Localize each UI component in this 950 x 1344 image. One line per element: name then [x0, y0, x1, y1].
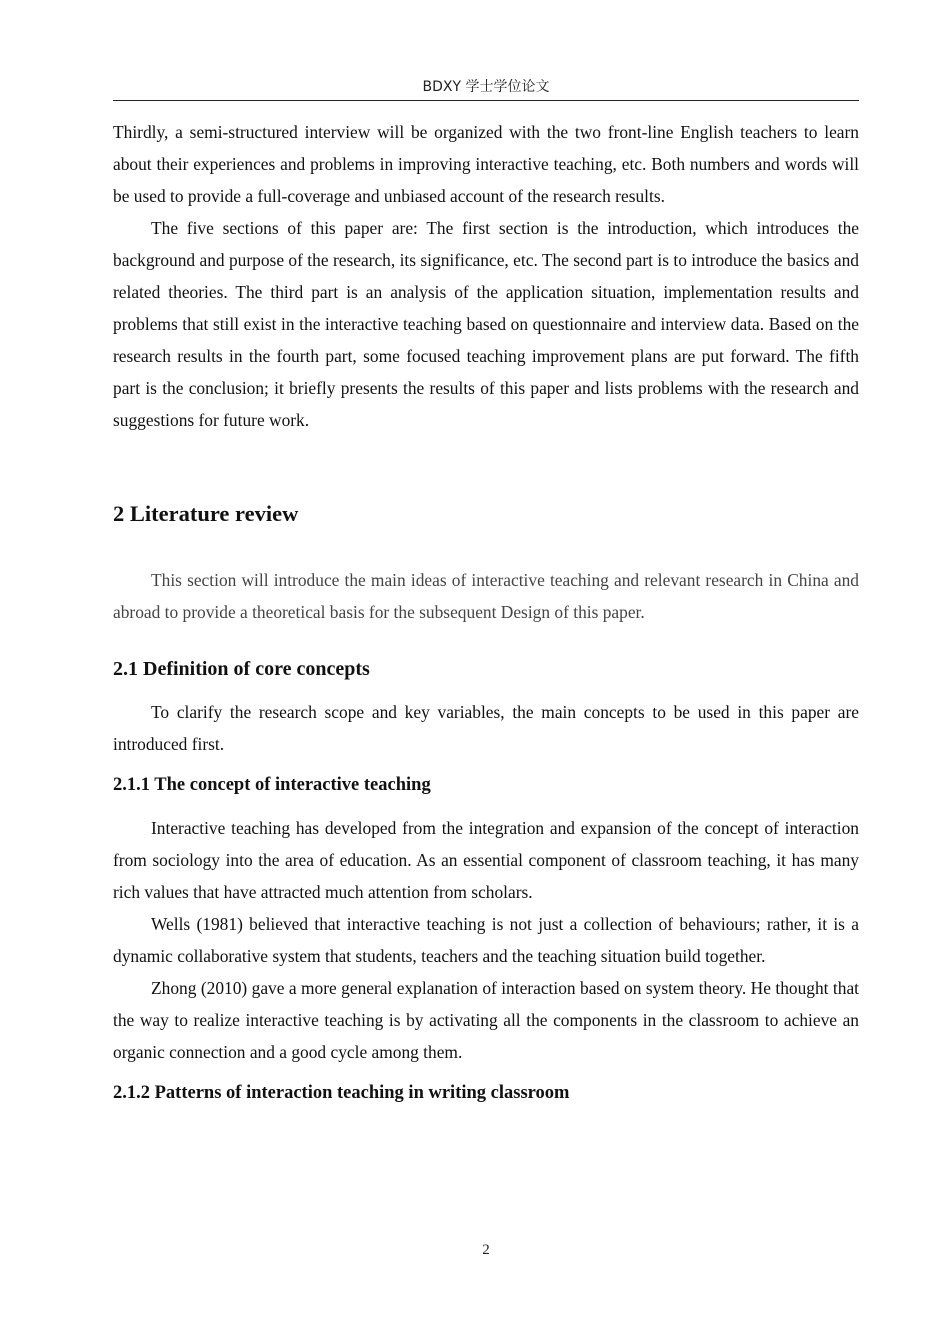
paragraph-structure: The five sections of this paper are: The first section is the introduction, which introduces the background and purpose of the research, its significance, etc. The second part is to introduce the basics and related theories. The third part is an analysis of the application situation, implementation results and problems that still exist in the interactive teaching based on questionnaire and interview data. Based on the research results in the fourth part, some focused teaching improvement plans are put forward. The fifth part is the conclusion; it briefly presents the results of this paper and lists problems with the research and suggestions for future work.: [113, 218, 859, 430]
subsection-heading: 2.1.1 The concept of interactive teaching: [113, 775, 431, 795]
page-number: 2: [482, 1242, 490, 1258]
page-body: [113, 116, 859, 1108]
paragraph-section-intro: This section will introduce the main ideas of interactive teaching and relevant research in China and abroad to provide a theoretical basis for the subsequent Design of this paper.: [113, 570, 859, 622]
paragraph-scope: To clarify the research scope and key variables, the main concepts to be used in this paper are introduced first.: [113, 702, 859, 754]
paragraph-zhong: Zhong (2010) gave a more general explanation of interaction based on system theory. He thought that the way to realize interactive teaching is by activating all the components in the classroom to achieve an organic connection and a good cycle among them.: [113, 978, 859, 1062]
paragraph-wells: Wells (1981) believed that interactive teaching is not just a collection of behaviours; rather, it is a dynamic collaborative system that students, teachers and the teaching situation build together.: [113, 914, 859, 966]
subsection-heading: 2.1.2 Patterns of interaction teaching in writing classroom: [113, 1083, 570, 1103]
paragraph-interactive-teaching: Interactive teaching has developed from the integration and expansion of the concept of interaction from sociology into the area of education. As an essential component of classroom teaching, it has many rich values that have attracted much attention from scholars.: [113, 818, 859, 902]
section-heading: 2.1 Definition of core concepts: [113, 658, 370, 680]
chapter-heading: 2 Literature review: [113, 501, 299, 526]
header-rule: [113, 100, 859, 101]
paragraph-methods: Thirdly, a semi-structured interview will be organized with the two front-line English teachers to learn about their experiences and problems in improving interactive teaching, etc. Both numbers and words will be used to provide a full-coverage and unbiased account of the research results.: [113, 122, 859, 206]
running-header: BDXY 学士学位论文: [422, 79, 550, 95]
